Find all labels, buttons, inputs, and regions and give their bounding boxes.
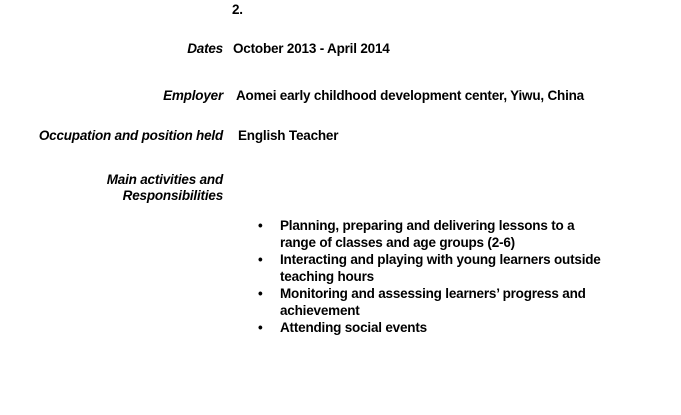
bullet-icon: • bbox=[258, 286, 263, 301]
activity-item-line1: Attending social events bbox=[280, 320, 427, 335]
bullet-icon: • bbox=[258, 252, 263, 267]
bullet-icon: • bbox=[258, 218, 263, 233]
employer-label: Employer bbox=[163, 88, 223, 103]
occupation-label: Occupation and position held bbox=[38, 128, 223, 143]
activity-item-line1: Planning, preparing and delivering lessons to a bbox=[280, 218, 575, 233]
activity-item-line2: teaching hours bbox=[280, 269, 374, 284]
activities-label-line2: Responsibilities bbox=[122, 188, 223, 203]
activity-item bbox=[258, 217, 628, 251]
activity-item bbox=[258, 319, 628, 336]
entry-number: 2. bbox=[232, 2, 243, 17]
activities-label-line1: Main activities and bbox=[106, 172, 223, 187]
activities-list bbox=[258, 217, 628, 336]
activity-item-line2: achievement bbox=[280, 303, 360, 318]
activity-item-line2: range of classes and age groups (2-6) bbox=[280, 235, 515, 250]
activity-item bbox=[258, 285, 628, 319]
activity-item-line1: Interacting and playing with young learners outside bbox=[280, 252, 601, 267]
dates-value: October 2013 - April 2014 bbox=[233, 41, 390, 56]
activity-item bbox=[258, 251, 628, 285]
dates-label: Dates bbox=[187, 41, 223, 56]
bullet-icon: • bbox=[258, 320, 263, 335]
occupation-value: English Teacher bbox=[238, 128, 339, 143]
employer-value: Aomei early childhood development center, Yiwu, China bbox=[236, 88, 584, 103]
activity-item-line1: Monitoring and assessing learners’ progress and bbox=[280, 286, 586, 301]
